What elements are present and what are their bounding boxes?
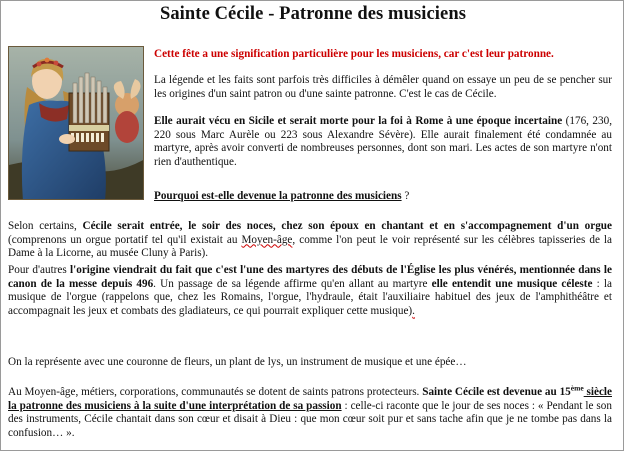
patron-superscript: ème: [570, 383, 584, 393]
question-label: Pourquoi est-elle devenue la patronne des musiciens: [154, 190, 402, 202]
wedding-text-1: (comprenons un orgue portatif tel qu'il existait au: [8, 233, 242, 246]
martyr-tail: .: [412, 304, 415, 317]
martyr-bold-text-1: l'origine viendrait du fait que c'est l'une des martyres des débuts de l'Église les plus vénérés, mentionnée dans le canon de la messe depuis 496: [8, 264, 612, 290]
martyr-lead: Pour d'autres: [8, 264, 71, 276]
moyen-age-text: Moyen-âge: [241, 233, 293, 246]
paragraph-life: [154, 115, 612, 169]
martyr-text: : la musique de l'orgue (rappelons que, chez les Romains, l'orgue, l'hydraule, était l'auxiliaire habituel des jeux de l'amphithéâtre et accompagnait les jeux et combats des gladiateurs, ce qui pourrait expliquer cette musique): [8, 277, 613, 317]
paragraph-attributes: On la représente avec une couronne de fleurs, un plant de lys, un instrument de musique et une épée…: [8, 356, 467, 368]
patron-bold-text-1: Sainte Cécile est devenue au 15: [422, 386, 571, 398]
paragraph-origins: La légende et les faits sont parfois très difficiles à démêler quand on essaye un peu de se pencher sur les origines d'un saint patron ou d'une sainte patronne. C'est le cas de Cécile.: [154, 74, 612, 100]
martyr-text-mid: . Un passage de sa légende affirme qu'en allant au martyre: [153, 277, 432, 290]
paragraph-wedding: [8, 220, 612, 261]
question-heading: [154, 190, 612, 204]
patron-bold-text-2: siècle la patronne des musiciens à la suite d'une interprétation de sa passion: [8, 386, 612, 412]
life-bold-text: Elle aurait vécu en Sicile et serait morte pour la foi à Rome à une époque incertaine: [154, 115, 563, 127]
question-mark: ?: [401, 190, 410, 202]
patron-lead: Au Moyen-âge, métiers, corporations, communautés se dotent de saints patrons protecteurs.: [8, 386, 423, 398]
patron-text: : celle-ci raconte que le jour de ses noces : « Pendant le son des instruments, Cécile chantait dans son cœur et disait à Dieu : que mon cœur soit pur et sans tache afin que je ne tombe pas dans la confusion… ».: [8, 399, 612, 439]
martyr-bold-text-2: elle entendit une musique céleste: [431, 277, 593, 290]
page-title: Sainte Cécile - Patronne des musiciens: [159, 4, 467, 24]
wedding-bold-text: Cécile serait entrée, le soir des noces, chez son époux en chantant et en s'accompagnement d'un orgue: [82, 220, 612, 232]
wedding-lead: Selon certains,: [8, 220, 83, 232]
wedding-text-2: , comme l'on peut le voir représenté sur les célèbres tapisseries de la Dame à la Licorne, au musée Cluny à Paris).: [8, 233, 613, 259]
life-text: (176, 230, 220 sous Marc Aurèle ou 223 sous Alexandre Sévère). Elle aurait finalement été condamnée au martyre, après avoir converti de nombreuses personnes, dont son mari. Les actes de son martyre n'ont rien d'authentique.: [154, 115, 612, 168]
saint-cecilia-painting: [8, 46, 144, 200]
paragraph-martyr: [8, 264, 612, 318]
intro-text: Cette fête a une signification particulière pour les musiciens, car c'est leur patronne.: [154, 48, 554, 60]
paragraph-patron: [8, 383, 612, 440]
